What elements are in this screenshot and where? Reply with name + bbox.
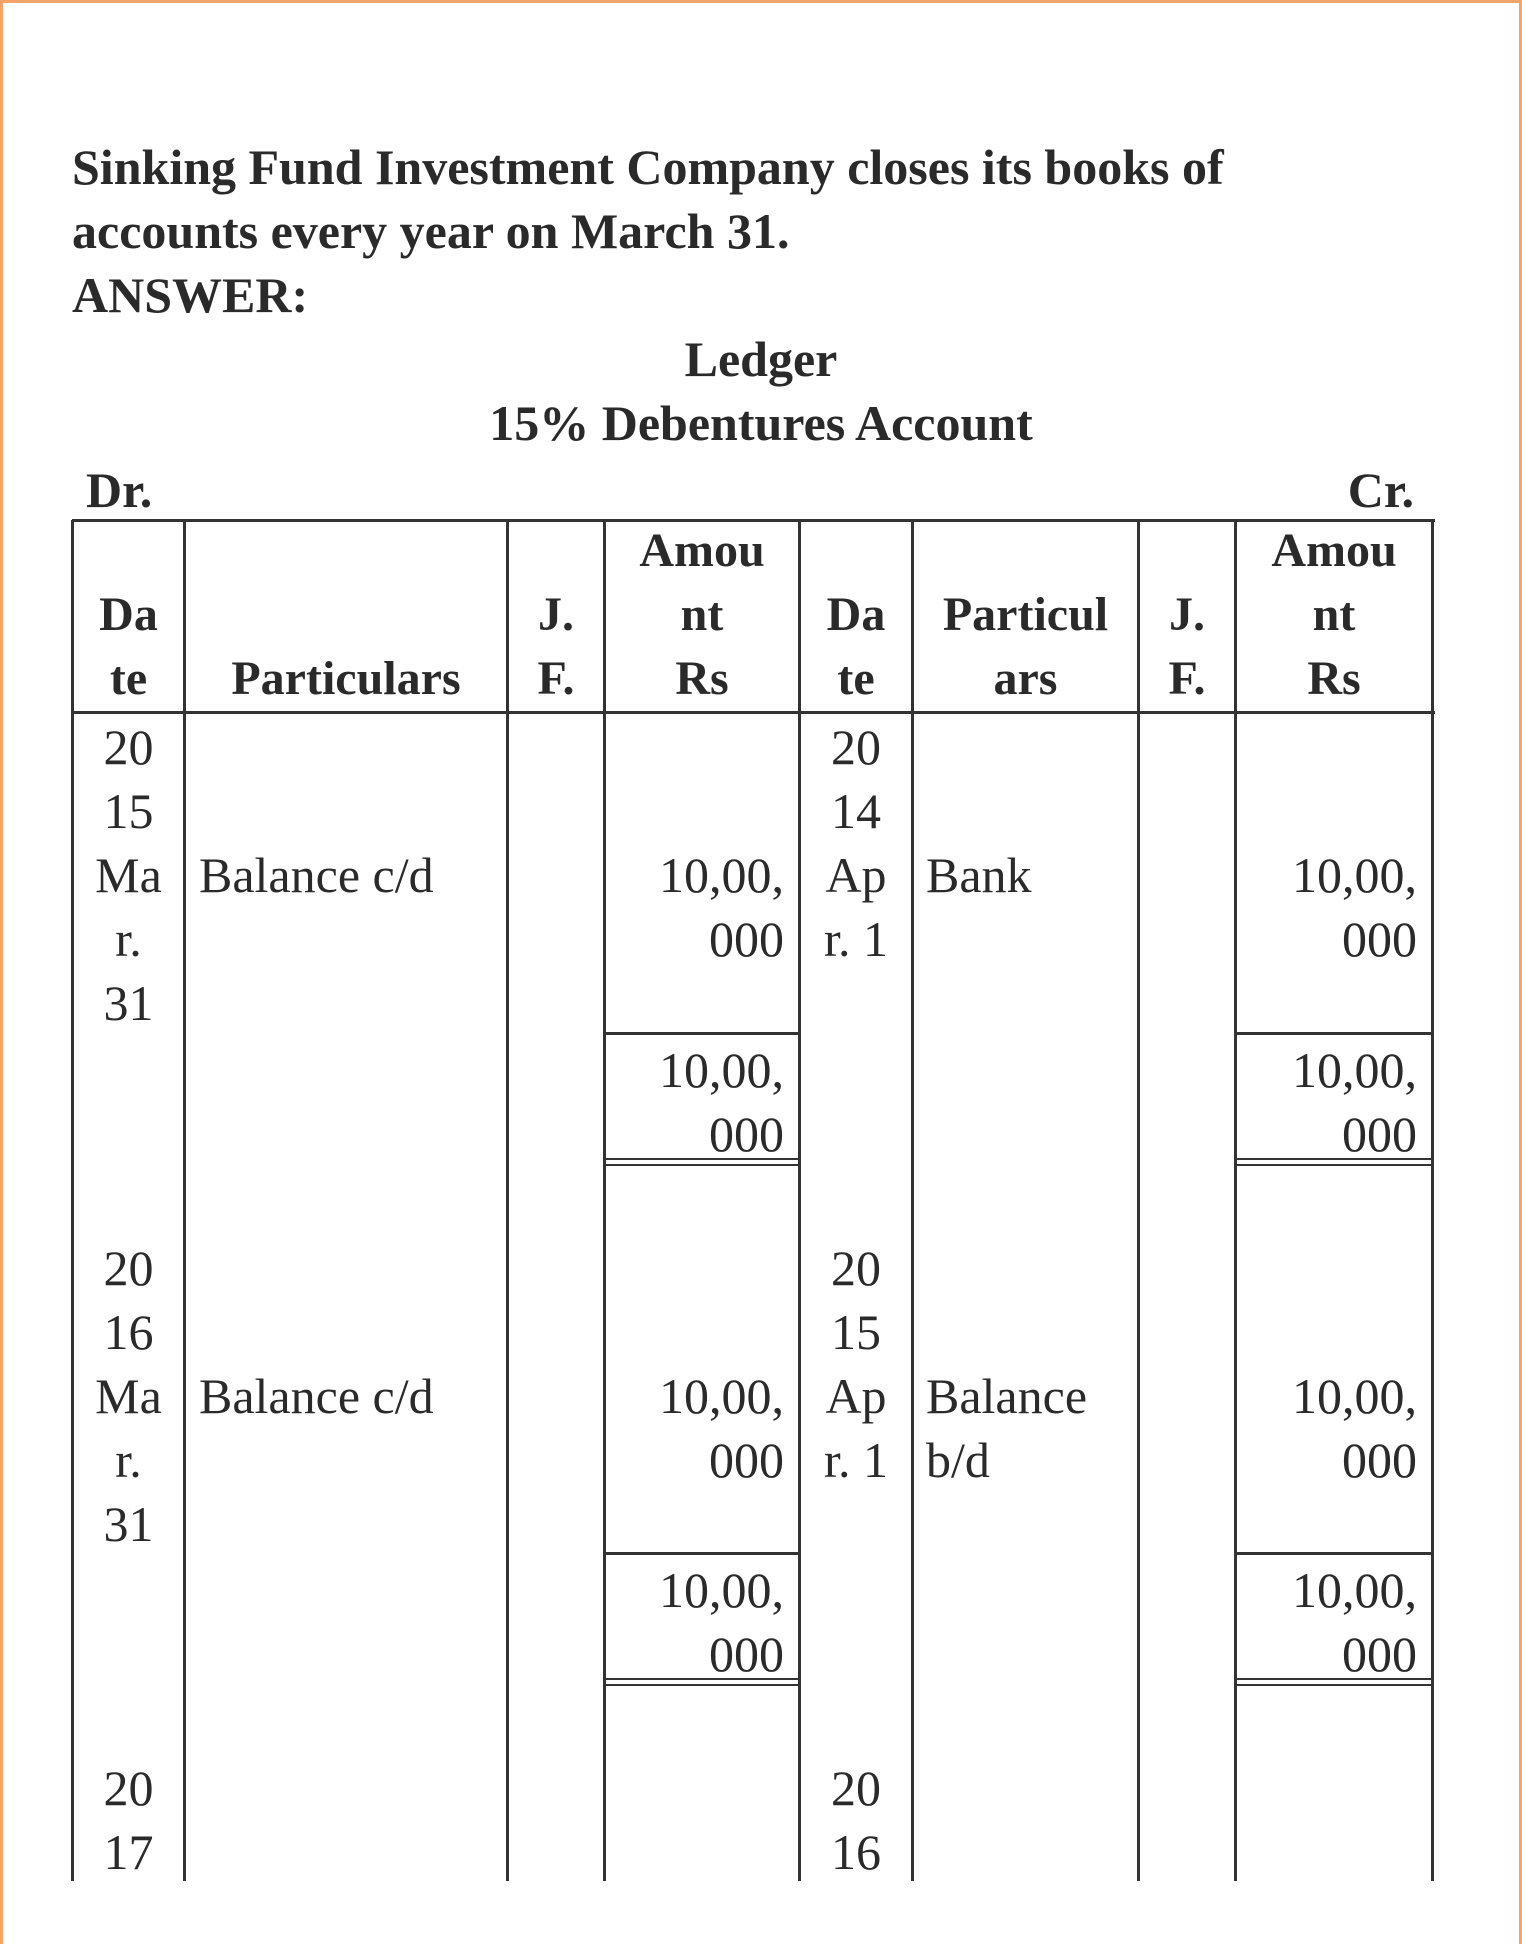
total-rule	[1235, 1032, 1432, 1035]
dr-amount: 10,00, 000	[659, 1368, 784, 1488]
column-divider	[1137, 520, 1140, 1881]
total-rule	[1235, 1552, 1432, 1555]
dr-total: 10,00, 000	[659, 1042, 784, 1162]
cr-amount: 10,00, 000	[1292, 1368, 1417, 1488]
dr-particulars: Balance c/d	[199, 847, 434, 903]
column-divider	[1431, 520, 1434, 1881]
dr-date: 20 15 Ma r. 31	[95, 719, 162, 1031]
dr-date: 20 16 Ma r. 31	[95, 1240, 162, 1552]
header-bottom-border	[72, 711, 1435, 714]
cr-particulars: Bank	[926, 847, 1032, 903]
cr-total: 10,00, 000	[1292, 1042, 1417, 1162]
header-dr-amount: Amou nt Rs	[639, 524, 765, 705]
ledger-heading: Ledger	[684, 331, 838, 387]
cr-amount: 10,00, 000	[1292, 847, 1417, 967]
total-rule	[604, 1552, 799, 1555]
header-dr-date: Da te	[99, 588, 158, 705]
header-cr-jf: J. F.	[1168, 588, 1206, 705]
account-title: 15% Debentures Account	[489, 395, 1033, 451]
header-dr-jf: J. F.	[537, 588, 575, 705]
dr-total: 10,00, 000	[659, 1562, 784, 1682]
question-text: Sinking Fund Investment Company closes its books of accounts every year on March 31. ANSWER:	[72, 139, 1224, 323]
column-divider	[911, 520, 914, 1881]
column-divider	[183, 520, 186, 1881]
dr-amount: 10,00, 000	[659, 847, 784, 967]
credit-label: Cr.	[1347, 462, 1414, 518]
dr-date: 20 17	[103, 1760, 154, 1880]
debit-label: Dr.	[86, 462, 153, 518]
header-cr-amount: Amou nt Rs	[1271, 524, 1397, 705]
cr-total: 10,00, 000	[1292, 1562, 1417, 1682]
cr-date: 20 15 Ap r. 1	[824, 1240, 888, 1488]
header-cr-particulars: Particul ars	[942, 588, 1109, 705]
dr-particulars: Balance c/d	[199, 1368, 434, 1424]
header-cr-date: Da te	[826, 588, 886, 705]
total-rule	[604, 1032, 799, 1035]
cr-date: 20 16	[831, 1760, 881, 1880]
cr-particulars: Balance b/d	[926, 1368, 1088, 1488]
header-dr-particulars: Particulars	[231, 652, 461, 705]
cr-date: 20 14 Ap r. 1	[824, 719, 888, 967]
column-divider	[506, 520, 509, 1881]
